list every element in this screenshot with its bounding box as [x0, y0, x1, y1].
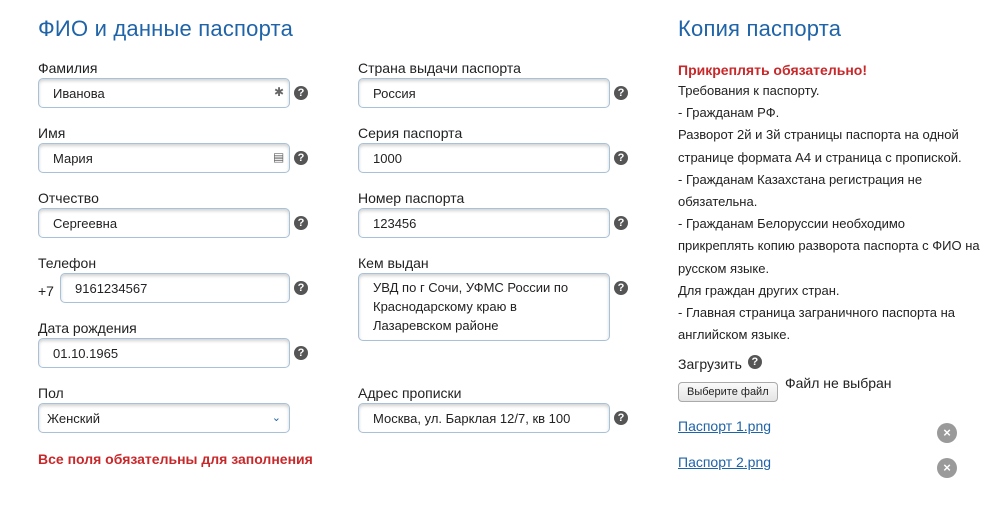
surname-label: Фамилия	[38, 60, 98, 76]
name-help-icon[interactable]: ?	[294, 151, 308, 165]
surname-input[interactable]: Иванова	[38, 78, 290, 108]
upload-label	[678, 356, 760, 373]
patronymic-help-icon[interactable]: ?	[294, 216, 308, 230]
series-input[interactable]: 1000	[358, 143, 610, 173]
requirement-line: - Гражданам РФ.	[678, 105, 780, 121]
requirement-line: - Главная страница заграничного паспорта на английском языке.	[678, 305, 956, 343]
birthdate-help-icon[interactable]: ?	[294, 346, 308, 360]
upload-help-icon[interactable]: ?	[748, 355, 762, 369]
patronymic-label: Отчество	[38, 190, 99, 206]
attach-required-note: Прикреплять обязательно!	[678, 62, 867, 78]
issued-by-help-icon[interactable]: ?	[614, 281, 628, 295]
gender-select[interactable]	[38, 403, 290, 433]
remove-file-1-icon[interactable]: ×	[937, 423, 957, 443]
passport-requirements	[678, 80, 983, 346]
autofill-key-icon[interactable]: ✱	[274, 85, 285, 99]
file-link-passport-1[interactable]: Паспорт 1.png	[678, 418, 772, 434]
series-help-icon[interactable]: ?	[614, 151, 628, 165]
birthdate-input[interactable]: 01.10.1965	[38, 338, 290, 368]
address-input[interactable]: Москва, ул. Барклая 12/7, кв 100	[358, 403, 610, 433]
name-input[interactable]: Мария	[38, 143, 290, 173]
requirement-line: - Гражданам Казахстана регистрация не обязательна.	[678, 171, 923, 210]
requirement-line: Разворот 2й и 3й страницы паспорта на одной странице формата А4 и страница с пропиской.	[678, 127, 962, 165]
country-help-icon[interactable]: ?	[614, 86, 628, 100]
series-label: Серия паспорта	[358, 125, 463, 141]
gender-select-value: Женский	[47, 411, 100, 426]
remove-file-2-icon[interactable]: ×	[937, 458, 957, 478]
surname-help-icon[interactable]: ?	[294, 86, 308, 100]
phone-input[interactable]: 9161234567	[60, 273, 290, 303]
personal-data-title: ФИО и данные паспорта	[38, 16, 294, 41]
chevron-down-icon: ⌄	[271, 412, 281, 424]
issued-by-textarea[interactable]: УВД по г Сочи, УФМС России по Краснодарскому краю в Лазаревском районе	[358, 273, 610, 341]
gender-label: Пол	[38, 385, 64, 401]
name-label: Имя	[38, 125, 66, 141]
phone-help-icon[interactable]: ?	[294, 281, 308, 295]
upload-label-text: Загрузить	[678, 356, 742, 372]
country-input[interactable]: Россия	[358, 78, 610, 108]
birthdate-label: Дата рождения	[38, 320, 137, 336]
country-label: Страна выдачи паспорта	[358, 60, 521, 76]
phone-prefix: +7	[38, 283, 54, 299]
choose-file-button[interactable]: Выберите файл	[678, 382, 778, 402]
file-link-passport-2[interactable]: Паспорт 2.png	[678, 454, 772, 470]
passport-copy-title: Копия паспорта	[678, 16, 842, 41]
requirement-line: Для граждан других стран.	[678, 282, 840, 298]
address-help-icon[interactable]: ?	[614, 411, 628, 425]
issued-by-label: Кем выдан	[358, 255, 429, 271]
contact-card-icon[interactable]: ▤	[273, 150, 285, 164]
requirement-line: - Гражданам Белоруссии необходимо прикреплять копию разворота паспорта с ФИО на русском языке.	[678, 216, 980, 276]
required-fields-note: Все поля обязательны для заполнения	[38, 451, 313, 467]
number-label: Номер паспорта	[358, 190, 465, 206]
requirement-line: Требования к паспорту.	[678, 83, 820, 98]
number-help-icon[interactable]: ?	[614, 216, 628, 230]
number-input[interactable]: 123456	[358, 208, 610, 238]
patronymic-input[interactable]: Сергеевна	[38, 208, 290, 238]
address-label: Адрес прописки	[358, 385, 462, 401]
file-status: Файл не выбран	[785, 375, 892, 391]
phone-label: Телефон	[38, 255, 97, 271]
